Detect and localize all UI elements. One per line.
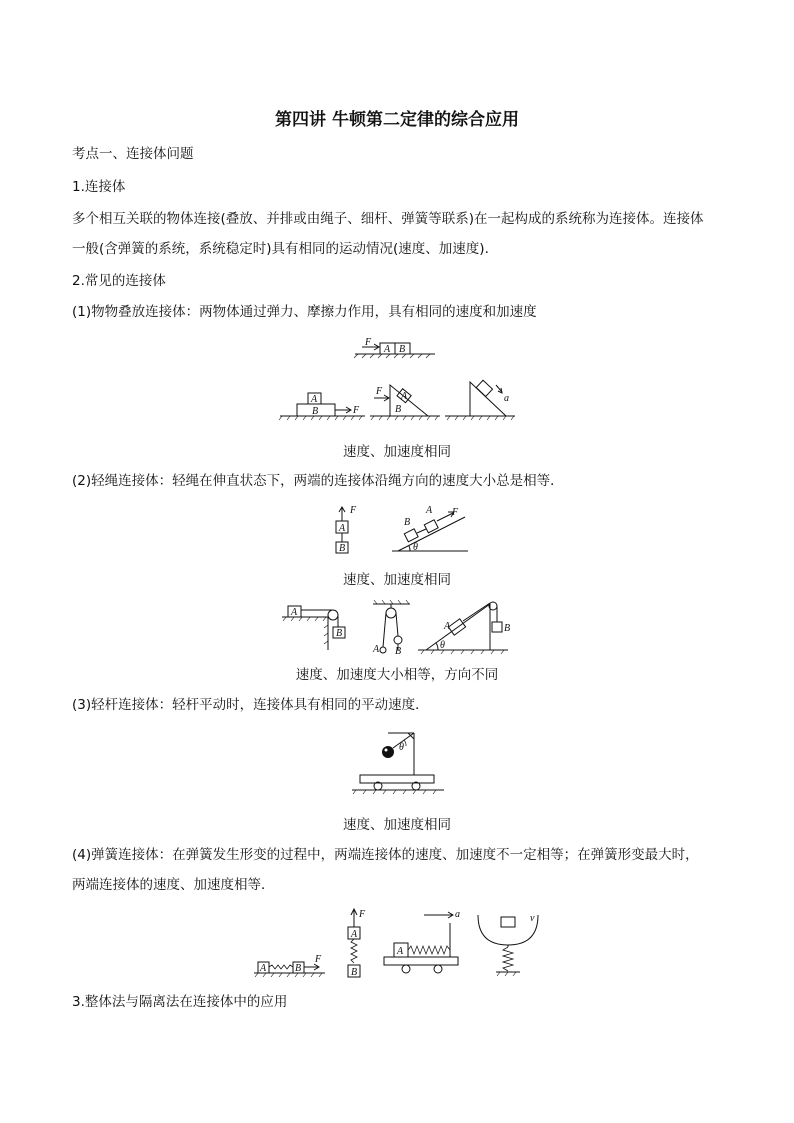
heading-2: 2.常见的连接体 bbox=[72, 273, 166, 289]
paragraph-1-line-2: 一般(含弹簧的系统，系统稳定时)具有相同的运动情况(速度、加速度). bbox=[72, 241, 489, 257]
label-B: B bbox=[312, 406, 319, 417]
item-3-text: (3)轻杆连接体：轻杆平动时，连接体具有相同的平动速度． bbox=[72, 697, 429, 713]
caption-3: 速度、加速度大小相等，方向不同 bbox=[295, 667, 499, 683]
label-B: B bbox=[339, 543, 346, 554]
label-A: A bbox=[373, 644, 380, 655]
item-4-text-line-1: (4)弹簧连接体：在弹簧发生形变的过程中，两端连接体的速度、加速度不一定相等；在弹簧形变最大时， bbox=[72, 847, 699, 863]
label-B: B bbox=[404, 517, 411, 528]
label-B: B bbox=[395, 404, 402, 415]
label-v: v bbox=[530, 913, 535, 924]
caption-2: 速度、加速度相同 bbox=[343, 572, 451, 588]
label-A: A bbox=[311, 394, 318, 405]
item-2-text: (2)轻绳连接体：轻绳在伸直状态下，两端的连接体沿绳方向的速度大小总是相等． bbox=[72, 473, 564, 489]
label-theta: θ bbox=[413, 542, 418, 553]
heading-3: 3.整体法与隔离法在连接体中的应用 bbox=[72, 994, 288, 1010]
label-A: A bbox=[426, 505, 433, 516]
label-theta: θ bbox=[440, 640, 445, 651]
label-B: B bbox=[399, 344, 406, 355]
item-4-text-line-2: 两端连接体的速度、加速度相等． bbox=[72, 877, 275, 893]
label-a: a bbox=[504, 393, 509, 404]
label-A: A bbox=[397, 946, 404, 957]
label-A: A bbox=[351, 929, 358, 940]
label-theta: θ bbox=[399, 742, 404, 753]
label-A: A bbox=[291, 607, 298, 618]
label-F: F bbox=[359, 909, 366, 920]
stacked-blocks-figure bbox=[270, 335, 530, 425]
label-B: B bbox=[295, 963, 302, 974]
label-F: F bbox=[365, 337, 372, 348]
label-A: A bbox=[444, 621, 451, 632]
caption-4: 速度、加速度相同 bbox=[343, 817, 451, 833]
label-F: F bbox=[376, 386, 383, 397]
label-B: B bbox=[504, 623, 511, 634]
pulley-figure bbox=[278, 598, 518, 656]
label-F: F bbox=[353, 405, 360, 416]
label-A: A bbox=[260, 963, 267, 974]
rope-connected-figure bbox=[320, 503, 490, 558]
label-A: A bbox=[401, 391, 408, 402]
label-F: F bbox=[315, 954, 322, 965]
label-F: F bbox=[350, 505, 357, 516]
spring-connected-figure bbox=[250, 905, 550, 980]
item-1-text: (1)物物叠放连接体：两物体通过弹力、摩擦力作用，具有相同的速度和加速度 bbox=[72, 304, 537, 320]
label-B: B bbox=[351, 967, 358, 978]
label-a: a bbox=[455, 909, 460, 920]
label-B: B bbox=[395, 646, 402, 657]
section-heading: 考点一、连接体问题 bbox=[72, 146, 194, 162]
paragraph-1-line-1: 多个相互关联的物体连接(叠放、并排或由绳子、细杆、弹簧等联系)在一起构成的系统称为连接体。连接体 bbox=[72, 211, 704, 227]
label-F: F bbox=[452, 507, 459, 518]
label-B: B bbox=[336, 628, 343, 639]
page-title: 第四讲 牛顿第二定律的综合应用 bbox=[275, 110, 519, 130]
heading-1: 1.连接体 bbox=[72, 179, 126, 195]
cart-rod-figure bbox=[348, 728, 448, 798]
label-A: A bbox=[384, 344, 391, 355]
caption-1: 速度、加速度相同 bbox=[343, 444, 451, 460]
label-A: A bbox=[339, 523, 346, 534]
